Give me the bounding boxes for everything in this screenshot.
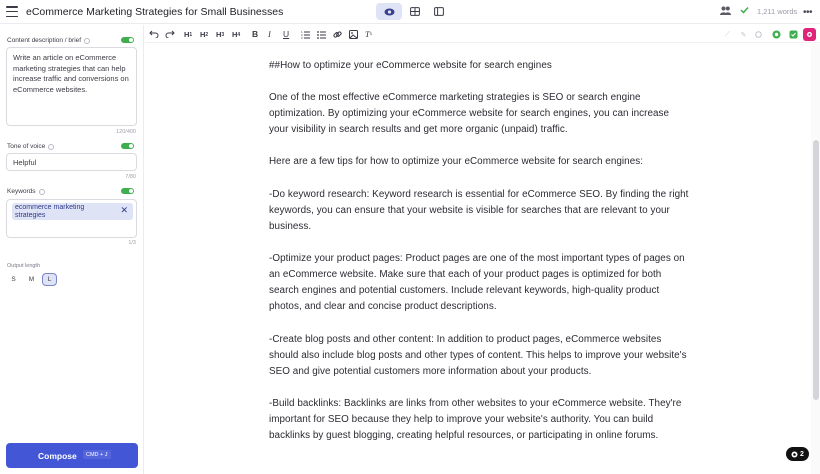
tone-counter: 7/80: [125, 174, 136, 180]
output-length-label: Output length: [7, 263, 41, 269]
split-mode-button[interactable]: [404, 3, 426, 20]
keywords-label: [7, 188, 45, 195]
redo-icon[interactable]: [165, 28, 175, 40]
svg-text:3: 3: [301, 35, 303, 39]
compose-label: Compose: [38, 451, 77, 461]
document-title[interactable]: eCommerce Marketing Strategies for Small Businesses: [26, 6, 284, 18]
tone-value[interactable]: Helpful: [13, 158, 37, 167]
menu-icon[interactable]: [6, 6, 18, 17]
content-description-label: [7, 37, 90, 44]
paragraph[interactable]: -Build backlinks: Backlinks are links from other websites to your eCommerce website. They're important for SEO because they help to improve your website's authority. You can build backlinks by guest blogging, creating helpful resources, or participating in online forums.: [269, 398, 682, 442]
heading2-icon[interactable]: H $_2$: [200, 29, 209, 39]
split-view-icon: [410, 7, 420, 16]
collaborators-icon[interactable]: [720, 6, 731, 15]
magic-assistant-icon[interactable]: [803, 28, 816, 41]
info-icon[interactable]: [48, 144, 54, 150]
pen-icon[interactable]: ✎: [740, 31, 747, 39]
tone-label-text: Tone of voice: [7, 143, 46, 150]
close-icon[interactable]: ✕: [120, 205, 128, 215]
underline-icon[interactable]: U: [283, 29, 290, 39]
svg-text:2: 2: [301, 32, 303, 37]
paragraph[interactable]: ##How to optimize your eCommerce website for search engines: [269, 60, 552, 71]
paragraph[interactable]: One of the most effective eCommerce marketing strategies is SEO or search engine optimization. By optimizing your eCommerce website for search engines, you can increase your visibility in search results and get more organic (unpaid) traffic.: [269, 92, 670, 136]
keywords-counter: 1/3: [128, 240, 136, 246]
heading1-icon[interactable]: H $_1$: [184, 29, 193, 39]
paragraph[interactable]: -Create blog posts and other content: In addition to product pages, eCommerce websites should also include blog posts and other types of content. This helps to improve your website's SEO and give potential customers more information about your products.: [269, 334, 687, 378]
scrollbar-thumb[interactable]: [813, 140, 819, 400]
compose-shortcut: CMD + J: [83, 450, 111, 459]
content-description-counter: 120/400: [116, 129, 136, 135]
notification-badge[interactable]: [786, 447, 809, 461]
keyword-chip: [12, 203, 133, 220]
length-l-button[interactable]: L: [42, 273, 57, 286]
more-options-icon[interactable]: •••: [803, 7, 813, 18]
bullet-list-icon[interactable]: [317, 28, 326, 40]
formatting-toolbar: [145, 25, 820, 43]
content-description-field[interactable]: [6, 47, 137, 126]
sidebar-mode-button[interactable]: [428, 3, 450, 20]
heading3-icon[interactable]: H $_3$: [216, 29, 225, 39]
undo-icon[interactable]: [149, 28, 159, 40]
ai-sparkle-icon[interactable]: ⟋: [725, 30, 730, 38]
output-length-selector: [6, 273, 57, 286]
plagiarism-check-icon[interactable]: [787, 28, 800, 41]
image-icon[interactable]: [349, 28, 358, 40]
chat-icon: [791, 451, 798, 458]
top-bar: [0, 0, 820, 24]
view-mode-switch: [376, 3, 450, 21]
saved-check-icon: [740, 6, 749, 14]
word-count: 1,211 words: [757, 7, 798, 16]
length-s-button[interactable]: S: [11, 276, 16, 283]
tone-label: [7, 143, 54, 150]
info-icon[interactable]: [84, 38, 90, 44]
paragraph[interactable]: Here are a few tips for how to optimize your eCommerce website for search engines:: [269, 156, 644, 167]
info-icon[interactable]: [39, 189, 45, 195]
eye-icon: [384, 8, 395, 16]
sidebar-layout-icon: [434, 7, 444, 16]
tone-field[interactable]: [6, 153, 137, 171]
keywords-field[interactable]: [6, 199, 137, 238]
bold-icon[interactable]: B: [252, 29, 259, 39]
length-m-button[interactable]: M: [28, 276, 35, 283]
sidebar: [0, 25, 144, 474]
keyword-chip-label: ecommerce marketing strategies: [15, 204, 85, 219]
compose-button[interactable]: [6, 443, 138, 468]
clear-format-icon[interactable]: T x: [365, 29, 373, 39]
svg-text:1: 1: [301, 29, 303, 34]
settings-circle-icon[interactable]: [752, 28, 765, 41]
content-description-value[interactable]: Write an article on eCommerce marketing strategies that can help increase traffic and conversions on eCommerce websites.: [13, 53, 129, 94]
paragraph[interactable]: -Do keyword research: Keyword research is essential for eCommerce SEO. By finding the right keywords, you can ensure that your website is visible for searches that are relevant to your business.: [269, 189, 689, 233]
keywords-toggle[interactable]: [121, 188, 134, 194]
notification-count: 2: [800, 450, 804, 458]
heading4-icon[interactable]: H $_4$: [232, 29, 241, 39]
keywords-label-text: Keywords: [7, 188, 36, 195]
preview-mode-button[interactable]: [376, 3, 402, 20]
ordered-list-icon[interactable]: [301, 28, 310, 40]
tone-toggle[interactable]: [121, 143, 134, 149]
paragraph[interactable]: -Optimize your product pages: Product pages are one of the most important types of pages on an eCommerce website. Make sure that each of your product pages is optimized for both search engines and potential customers. Include relevant keywords, high-quality product photos, and clear and concise product descriptions.: [269, 253, 685, 313]
content-description-toggle[interactable]: [121, 37, 134, 43]
content-description-label-text: Content description / brief: [7, 37, 82, 44]
grammar-check-icon[interactable]: [770, 28, 783, 41]
italic-icon[interactable]: I: [268, 29, 271, 39]
link-icon[interactable]: [333, 28, 342, 40]
